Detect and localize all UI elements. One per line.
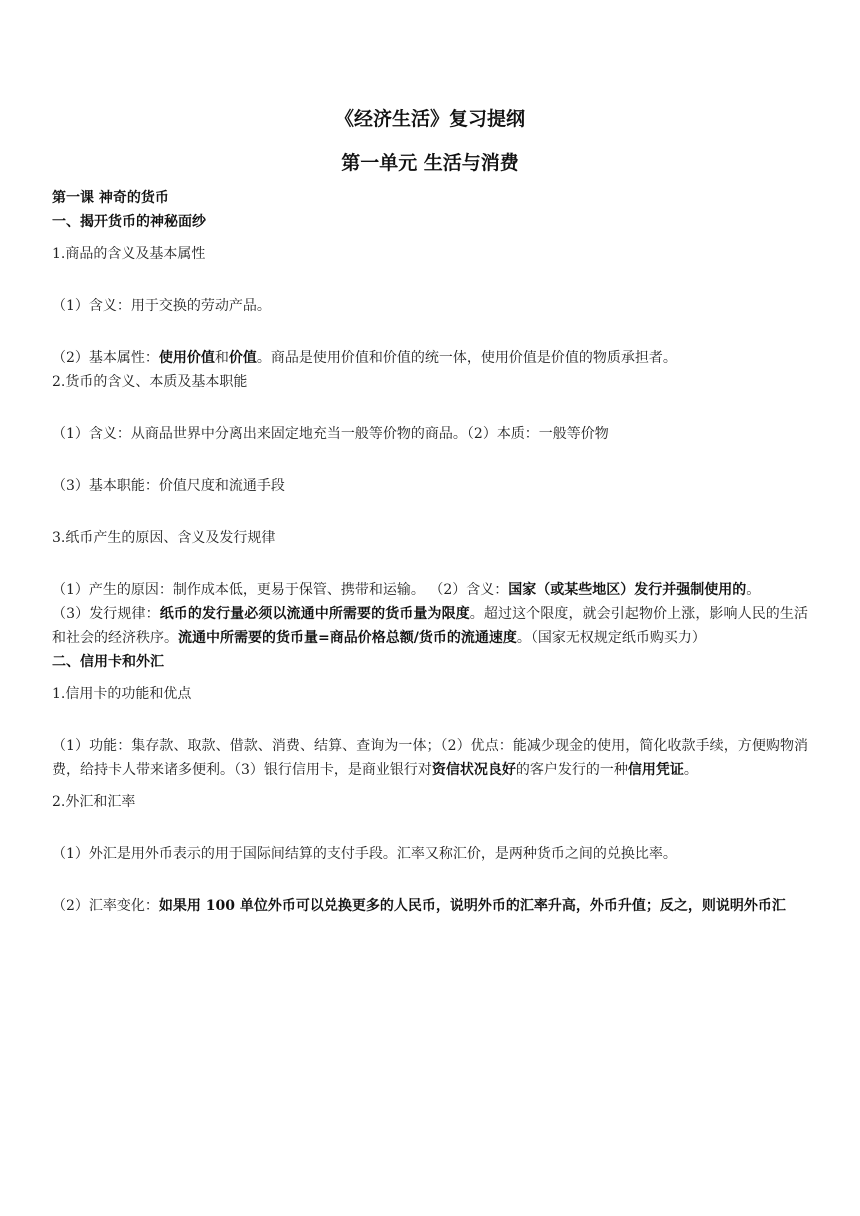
item-5-paragraph-1: （1）外汇是用外币表示的用于国际间结算的支付手段。汇率又称汇价，是两种货币之间的兑换比率。	[52, 846, 677, 862]
text-run: 。	[746, 582, 761, 598]
item-3-title: 3.纸币产生的原因、含义及发行规律	[52, 530, 276, 546]
text-run: （3）发行规律：	[52, 606, 160, 622]
item-1-title: 1.商品的含义及基本属性	[52, 246, 206, 262]
emphasis-definition: 国家（或某些地区）发行并强制使用的	[508, 582, 747, 598]
item-5-paragraph-2	[52, 894, 808, 918]
text-run: （2）汇率变化：	[52, 898, 159, 914]
lesson-title: 第一课 神奇的货币	[52, 190, 169, 206]
item-3-paragraph-2	[52, 602, 808, 650]
section-2-title: 二、信用卡和外汇	[52, 654, 164, 670]
section-1-title: 一、揭开货币的神秘面纱	[52, 214, 206, 230]
emphasis-formula: 流通中所需要的货币量=商品价格总额/货币的流通速度	[178, 630, 517, 646]
emphasis-use-value: 使用价值	[158, 350, 215, 366]
emphasis-credit-voucher: 信用凭证	[627, 762, 684, 778]
text-run: 。商品是使用价值和价值的统一体，使用价值是价值的物质承担者。	[256, 350, 677, 366]
item-2-paragraph-2: （3）基本职能：价值尺度和流通手段	[52, 478, 285, 494]
text-run: （1）功能：集存款、取款、借款、消费、结算、查询为一体；（2）优点：能减少现金的使用，简化收款手续，方便购物消费，给持卡人带来诸多便利。（3）银行信用卡，是商业银行对	[52, 738, 808, 778]
item-4-title: 1.信用卡的功能和优点	[52, 686, 192, 702]
item-5-title: 2.外汇和汇率	[52, 794, 136, 810]
unit-title: 第一单元 生活与消费	[341, 152, 519, 174]
text-run: （1）产生的原因：制作成本低，更易于保管、携带和运输。 （2）含义：	[52, 582, 509, 598]
emphasis-exchange-rate-change: 如果用 100 单位外币可以兑换更多的人民币，说明外币的汇率升高，外币升值；反之，则说明外币汇	[158, 898, 786, 914]
item-3-paragraph-1	[52, 578, 808, 602]
item-1-paragraph-2	[52, 346, 808, 370]
emphasis-credit-status: 资信状况良好	[431, 762, 516, 778]
text-run: （2）基本属性：	[52, 350, 159, 366]
text-run: 和	[214, 350, 229, 366]
item-2-title: 2.货币的含义、本质及基本职能	[52, 374, 248, 390]
text-run: 的客户发行的一种	[515, 762, 628, 778]
item-4-paragraph-1	[52, 734, 808, 782]
emphasis-value: 价值	[228, 350, 257, 366]
item-1-paragraph-1: （1）含义：用于交换的劳动产品。	[52, 298, 271, 314]
emphasis-issuance-rule: 纸币的发行量必须以流通中所需要的货币量为限度	[159, 606, 470, 622]
item-2-paragraph-1: （1）含义：从商品世界中分离出来固定地充当一般等价物的商品。（2）本质：一般等价物	[52, 426, 609, 442]
text-run: 。	[683, 762, 698, 778]
document-title: 《经济生活》复习提纲	[334, 108, 525, 130]
text-run: 。超过这个限度，就会引起物价上涨，影响人民的生活和社会的经济秩序。	[52, 606, 808, 646]
text-run: 。（国家无权规定纸币购买力）	[516, 630, 706, 646]
